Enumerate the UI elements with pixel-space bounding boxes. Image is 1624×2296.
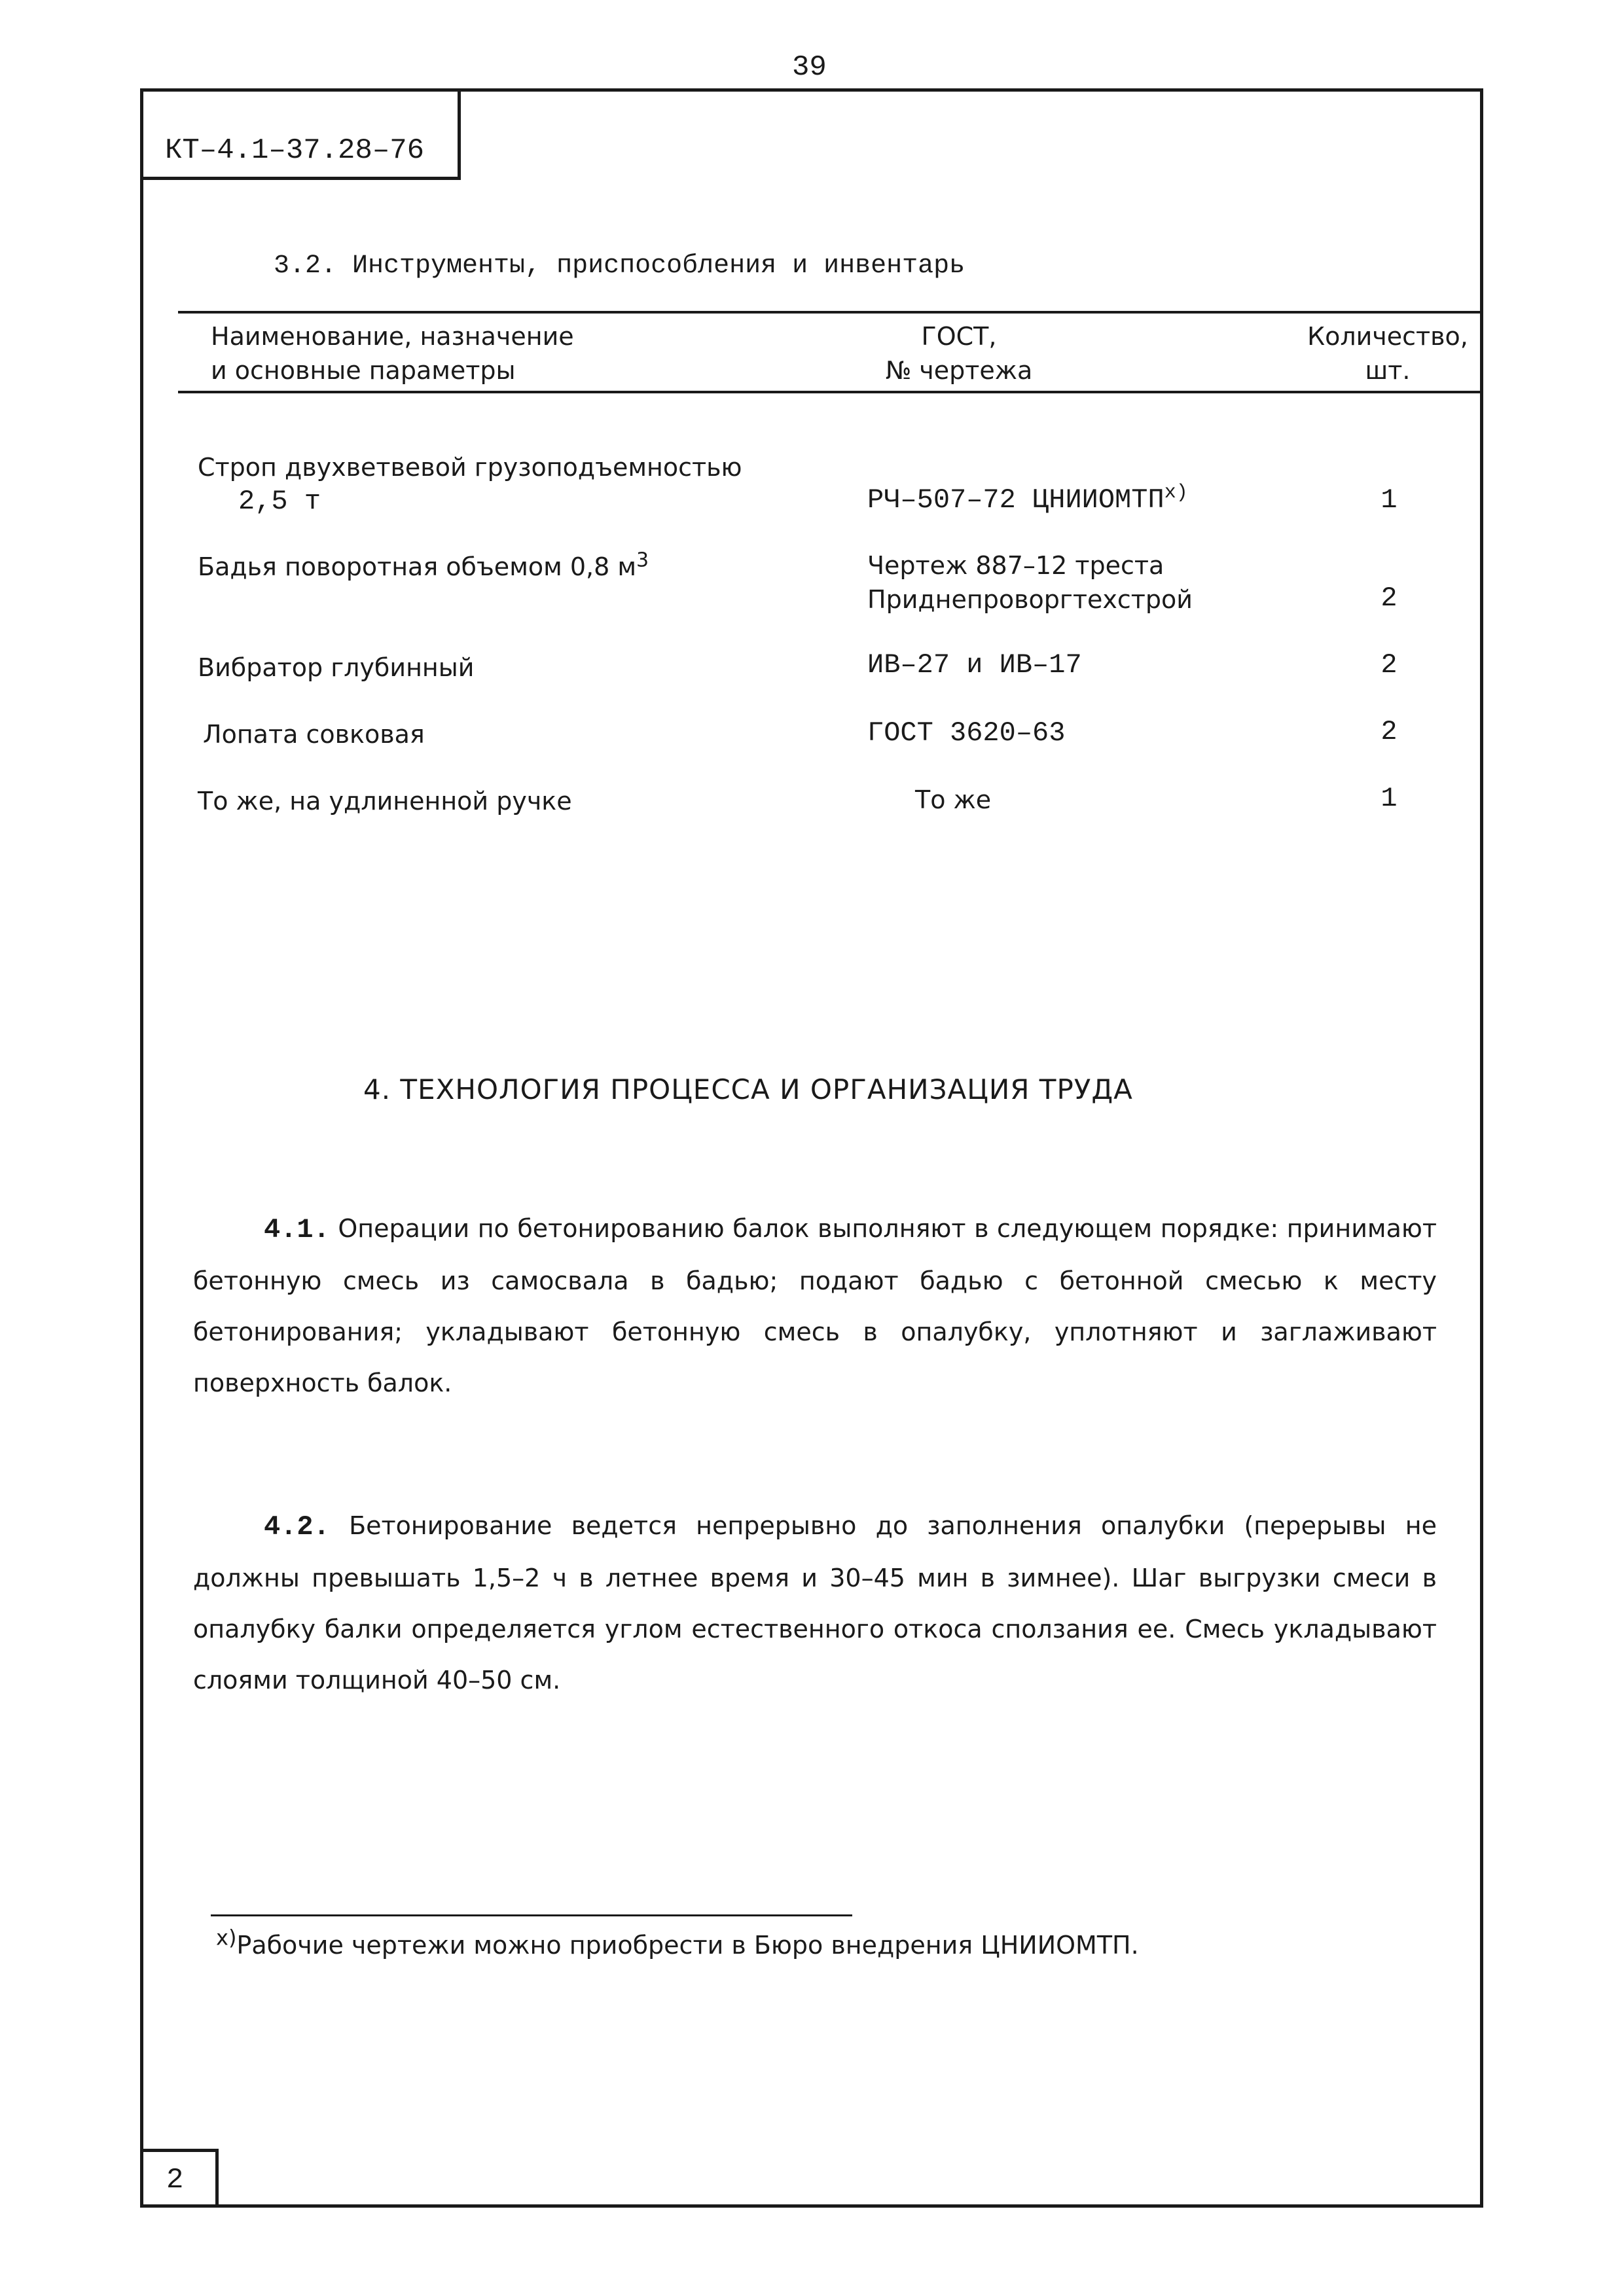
paragraph-number: 4.2.	[264, 1511, 330, 1543]
column-header-name: Наименование, назначение и основные параметры	[211, 322, 574, 385]
table-row-1-gost: РЧ–507–72 $ЦНИИОМТП^{х)}$	[867, 482, 1188, 516]
table-header-rule	[178, 391, 1483, 393]
table-row-2-gost: Чертеж 887–12 треста Приднепроворгтехстрой	[867, 551, 1193, 614]
table-row-3-name: Вибратор глубинный	[198, 653, 475, 682]
sheet-number-box	[140, 2149, 219, 2208]
column-header-gost: ГОСТ, № чертежа	[885, 322, 1033, 385]
footnote-text: Рабочие чертежи можно приобрести в Бюро внедрения ЦНИИОМТП.	[236, 1931, 1139, 1960]
table-top-rule	[178, 311, 1483, 314]
paragraph-number: 4.1.	[264, 1214, 330, 1246]
footnote-rule	[211, 1914, 852, 1916]
table-row-5-name: То же, на удлиненной ручке	[198, 787, 572, 816]
paragraph-text: Бетонирование ведется непрерывно до заполнения опалубки (перерывы не должны превышать 1,5–2 ч в летнее время и 30–45 мин в зимнее). Шаг выгрузки смеси в опалубку балки определяется углом естественного откоса сползания ее. Смесь укладывают слоями толщиной 40–50 см.	[193, 1511, 1437, 1695]
table-row-1-name: Строп двухветвевой грузоподъемностью 2,5 т	[198, 453, 742, 517]
paragraph-4-2	[193, 1500, 1437, 1706]
footnote-marker: х)	[216, 1925, 237, 1950]
table-row-5-gost: То же	[915, 785, 992, 814]
table-row-2-name: Бадья поворотная объемом 0,8 $м^3$	[198, 548, 649, 581]
footnote	[216, 1925, 1139, 1960]
table-row-2-quantity: 2	[1380, 583, 1398, 614]
table-row-3-gost: ИВ–27 и ИВ–17	[867, 649, 1082, 681]
paragraph-text: Операции по бетонированию балок выполняют в следующем порядке: принимают бетонную смесь из самосвала в бадью; подают бадью с бетонной смесью к месту бетонирования; укладывают бетонную смесь в опалубку, уплотняют и заглаживают поверхность балок.	[193, 1214, 1437, 1397]
table-row-4-gost: ГОСТ 3620–63	[867, 717, 1066, 749]
page-frame	[140, 88, 1483, 2208]
table-row-4-quantity: 2	[1380, 716, 1398, 747]
sheet-number: 2	[166, 2164, 184, 2197]
table-row-4-name: Лопата совковая	[203, 720, 425, 749]
document-code-box	[140, 88, 461, 180]
column-header-quantity: Количество, шт.	[1307, 322, 1468, 385]
page-number: 39	[792, 51, 827, 84]
table-row-5-quantity: 1	[1380, 783, 1398, 814]
document-code: КТ–4.1–37.28–76	[165, 134, 425, 167]
table-row-3-quantity: 2	[1380, 649, 1398, 681]
table-row-1-quantity: 1	[1380, 484, 1398, 516]
paragraph-4-1	[193, 1203, 1437, 1408]
chapter-heading: 4. ТЕХНОЛОГИЯ ПРОЦЕССА И ОРГАНИЗАЦИЯ ТРУДА	[363, 1073, 1133, 1105]
section-heading: 3.2. Инструменты, приспособления и инвентарь	[274, 251, 965, 281]
